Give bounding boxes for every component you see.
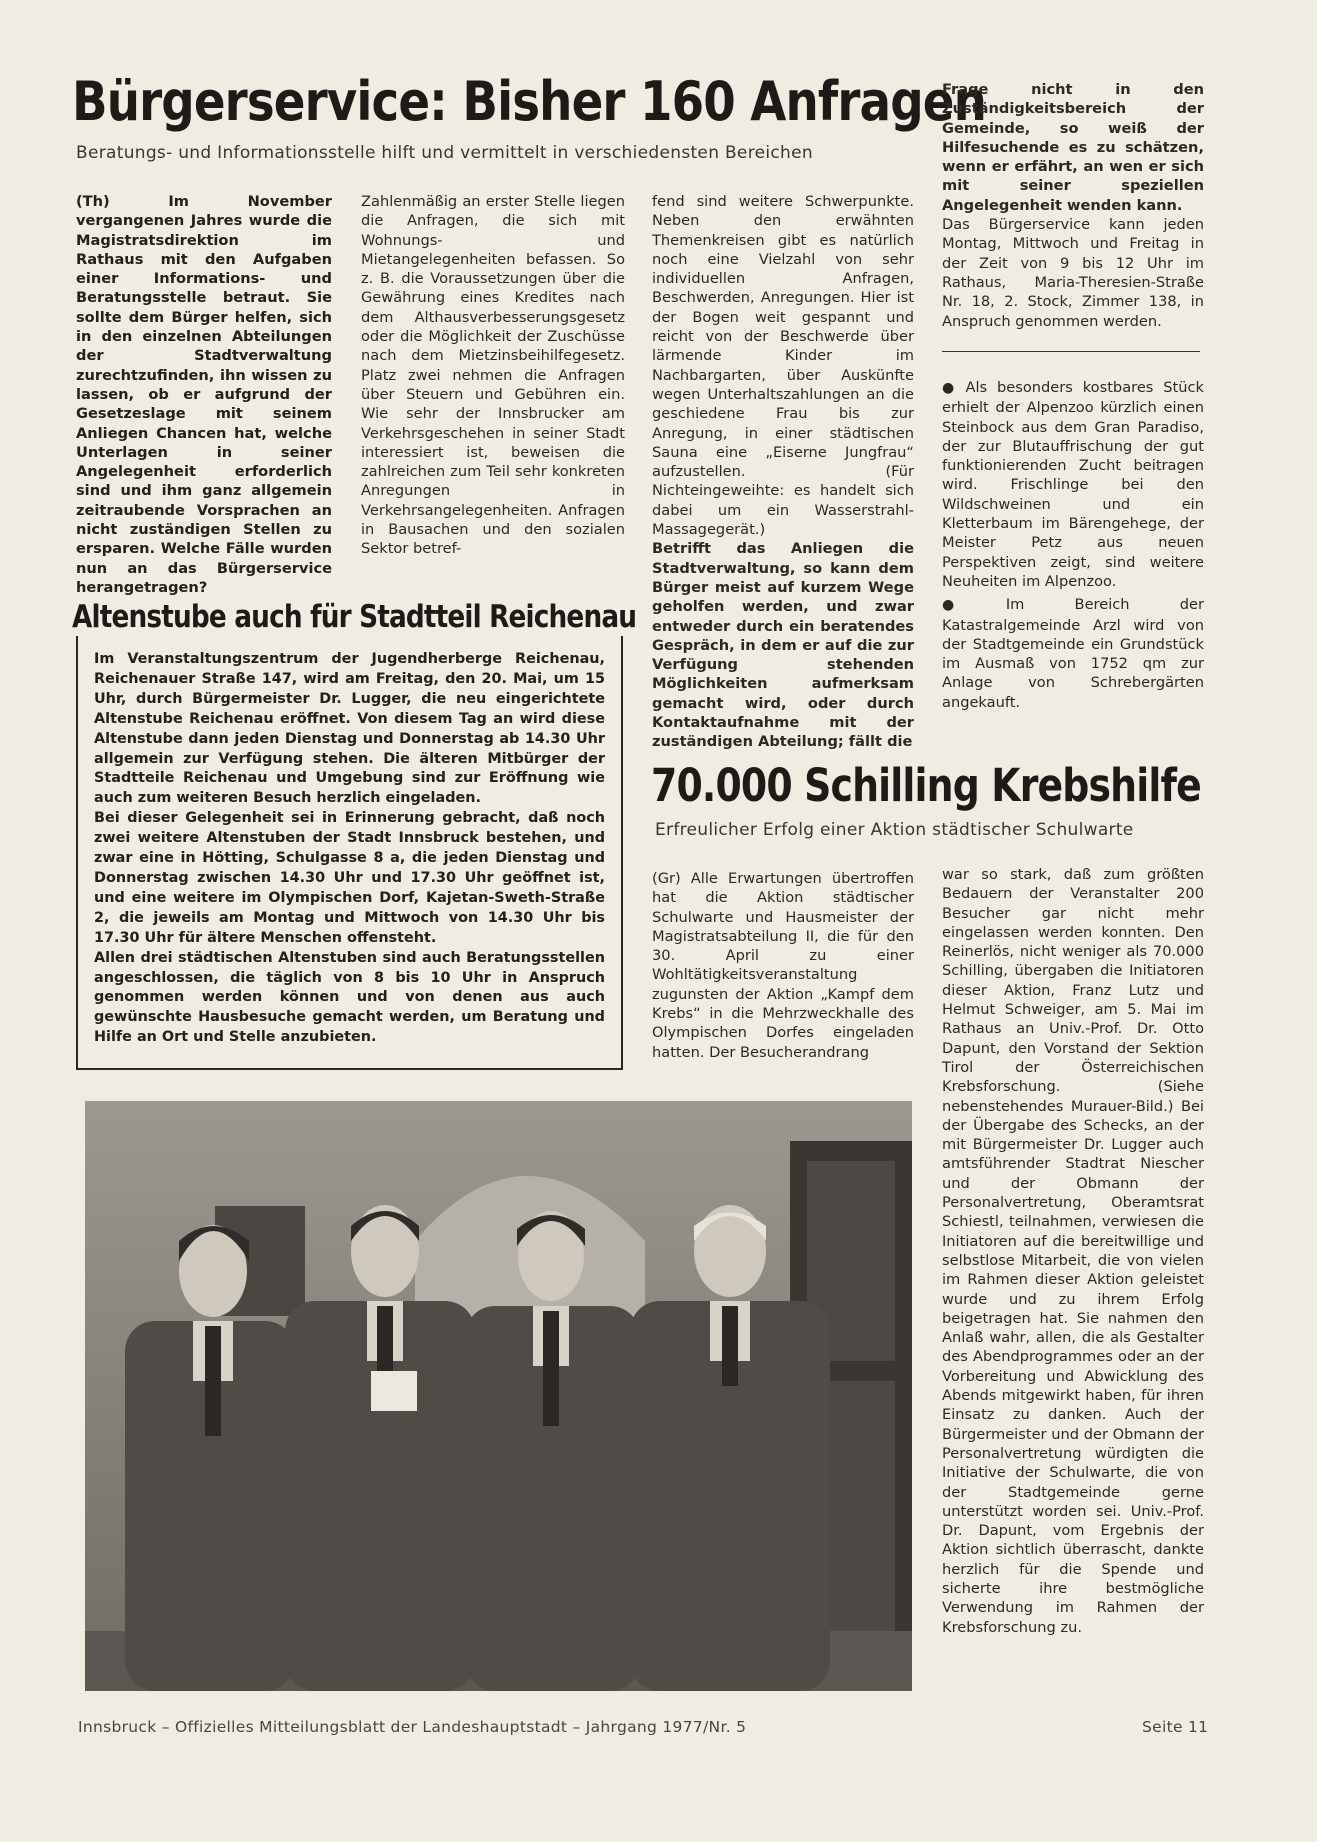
article-subtitle-krebshilfe: Erfreulicher Erfolg einer Aktion städtischer Schulwarte — [655, 820, 1134, 840]
bullet-icon: ● — [942, 380, 960, 396]
article-title-altenstube: Altenstube auch für Stadtteil Reichenau — [72, 599, 637, 635]
article-subtitle-buergerservice: Beratungs- und Informationsstelle hilft und vermittelt in verschiedensten Bereichen — [76, 143, 813, 163]
footer-publication: Innsbruck – Offizielles Mitteilungsblatt der Landeshauptstadt – Jahrgang 1977/Nr. 5 — [78, 1718, 747, 1736]
footer-page-number: Seite 11 — [1142, 1718, 1209, 1736]
brief-item-arzl: ● Im Bereich der Katastralgemeinde Arzl wird von der Stadtgemeinde ein Grundstück im Ausmaß von 1752 qm zur Anlage von Schrebergärten angekauft. — [942, 596, 1204, 711]
brief-item-alpenzoo: ● Als besonders kostbares Stück erhielt der Alpenzoo kürzlich einen Steinbock aus dem Gran Paradiso, der zur Blutauffrischung der gut funktionierenden Zucht beitragen wird. Frischlinge bei den Wildschweinen und ein Kletterbaum im Bärengehege, der Meister Petz aus neuen Perspektiven zeigt, sind weitere Neuheiten im Alpenzoo. — [942, 379, 1204, 590]
krebshilfe-column-2: war so stark, daß zum größten Bedauern der Veranstalter 200 Besucher gar nicht mehr eingelassen werden konnten. Den Reinerlös, nicht weniger als 70.000 Schilling, übergaben die Initiatoren dieser Aktion, Franz Lutz und Helmut Schweiger, am 5. Mai im Rathaus an Univ.-Prof. Dr. Otto Dapunt, den Vorstand der Sektion Tirol der Österreichischen Krebsforschung. (Siehe nebenstehendes Murauer-Bild.) Bei der Übergabe des Schecks, an der mit Bürgermeister Dr. Lugger auch amtsführender Stadtrat Niescher und der Obmann der Personalvertretung, Oberamtsrat Schiestl, teilnahmen, verwiesen die Initiatoren auf die bereitwillige und selbstlose Mitarbeit, die von vielen im Rahmen dieser Aktion geleistet wurde und zu ihrem Erfolg beigetragen hat. Sie nahmen den Anlaß wahr, allen, die als Gestalter des Abendprogrammes oder an der Vorbereitung und Abwicklung des Abends mitgewirkt haben, für ihren Einsatz zu danken. Auch der Bürgermeister und der Obmann der Personalvertretung würdigten die Initiative der Schulwarte, die von der Stadtgemeinde gerne unterstützt worden sei. Univ.-Prof. Dr. Dapunt, vom Ergebnis der Aktion sichtlich überrascht, dankte herzlich für die Spende und sicherte ihre bestmögliche Verwendung im Rahmen der Krebsforschung zu. — [942, 866, 1204, 1636]
buergerservice-column-2: Zahlenmäßig an erster Stelle liegen die Anfragen, die sich mit Wohnungs- und Mietangelegenheiten befassen. So z. B. die Voraussetzungen über die Gewährung eines Kredites nach dem Althausverbesserungsgesetz oder die Möglichkeit der Zuschüsse nach dem Mietzinsbeihilfegesetz. Platz zwei nehmen die Anfragen über Steuern und Gebühren ein. Wie sehr der Innsbrucker am Verkehrsgeschehen in seiner Stadt interessiert ist, beweisen die zahlreichen zum Teil sehr konkreten Anregungen in Verkehrsangelegenheiten. Anfragen in Bausachen und den sozialen Sektor betref- — [361, 193, 625, 558]
krebshilfe-column-1: (Gr) Alle Erwartungen übertroffen hat die Aktion städtischer Schulwarte und Hausmeister der Magistratsabteilung II, die für den 30. April zu einer Wohltätigkeitsveranstaltung zugunsten der Aktion „Kampf dem Krebs“ in die Mehrzweckhalle des Olympischen Dorfes eingeladen hatten. Der Besucherandrang — [652, 870, 914, 1061]
article-title-buergerservice: Bürgerservice: Bisher 160 Anfragen — [72, 70, 986, 133]
bullet-icon: ● — [942, 597, 1000, 614]
buergerservice-column-1: (Th) Im November vergangenen Jahres wurde die Magistratsdirektion im Rathaus mit den Aufgaben einer Informations- und Beratungsstelle betraut. Sie sollte dem Bürger helfen, sich in den einzelnen Abteilungen der Stadtverwaltung zurechtzufinden, ihn wissen zu lassen, ob er aufgrund der Gesetzeslage mit seinem Anliegen Chancen hat, welche Unterlagen in seiner Angelegenheit erforderlich sind und ihm ganz allgemein zeitraubende Vorsprachen an nicht zuständigen Stellen zu ersparen. Welche Fälle wurden nun an das Bürgerservice herangetragen? — [76, 193, 332, 596]
buergerservice-column-3: fend sind weitere Schwerpunkte. Neben den erwähnten Themenkreisen gibt es natürlich noch eine Vielzahl von sehr individuellen Anfragen, Beschwerden, Anregungen. Hier ist der Bogen weit gespannt und reicht von der Beschwerde über lärmende Kinder im Nachbargarten, über Auskünfte wegen Unterhaltszahlungen an die geschiedene Frau bis zur Anregung, in einer städtischen Sauna eine „Eiserne Jungfrau“ aufzustellen. (Für Nichteingeweihte: es handelt sich dabei um ein Wasserstrahl-Massagegerät.) Betrifft das Anliegen die Stadtverwaltung, so kann dem Bürger meist auf kurzem Wege geholfen werden, und zwar entweder durch ein beratendes Gespräch, in dem er auf die zur Verfügung stehenden Möglichkeiten aufmerksam gemacht wird, oder durch Kontaktaufnahme mit der zuständigen Abteilung; fällt die — [652, 193, 914, 751]
column-divider-rule — [942, 351, 1200, 352]
altenstube-box: Im Veranstaltungszentrum der Jugendherberge Reichenau, Reichenauer Straße 147, wird am Freitag, den 20. Mai, um 15 Uhr, durch Bürgermeister Dr. Lugger, die neu eingerichtete Altenstube Reichenau eröffnet. Von diesem Tag an wird diese Altenstube dann jeden Dienstag und Donnerstag ab 14.30 Uhr allgemein zur Verfügung stehen. Die älteren Mitbürger der Stadtteile Reichenau und Umgebung sind zur Eröffnung wie auch zum weiteren Besuch herzlich eingeladen. Bei dieser Gelegenheit sei in Erinnerung gebracht, daß noch zwei weitere Altenstuben der Stadt Innsbruck bestehen, und zwar eine in Hötting, Schulgasse 8 a, die jeden Dienstag und Donnerstag zwischen 14.30 Uhr und 17.30 Uhr geöffnet ist, und eine weitere im Olympischen Dorf, Kajetan-Sweth-Straße 2, die jeweils am Montag und Mittwoch von 14.30 Uhr bis 17.30 Uhr für ältere Menschen offensteht. Allen drei städtischen Altenstuben sind auch Beratungsstellen angeschlossen, die täglich von 8 bis 10 Uhr in Anspruch genommen werden können und von denen aus auch gewünschte Hausbesuche gemacht werden, um Beratung und Hilfe an Ort und Stelle anzubieten. — [76, 636, 623, 1070]
brief-news-column — [942, 378, 1204, 712]
buergerservice-column-4: Frage nicht in den Zuständigkeitsbereich der Gemeinde, so weiß der Hilfesuchende es zu schätzen, wenn er erfährt, an wen er sich mit seiner speziellen Angelegenheit wenden kann. Das Bürgerservice kann jeden Montag, Mittwoch und Freitag in der Zeit von 9 bis 12 Uhr im Rathaus, Maria-Theresien-Straße Nr. 18, 2. Stock, Zimmer 138, in Anspruch genommen werden. — [942, 81, 1204, 330]
group-photo — [85, 1101, 912, 1691]
group-photo-image — [85, 1101, 912, 1691]
article-title-krebshilfe: 70.000 Schilling Krebshilfe — [651, 759, 1201, 812]
